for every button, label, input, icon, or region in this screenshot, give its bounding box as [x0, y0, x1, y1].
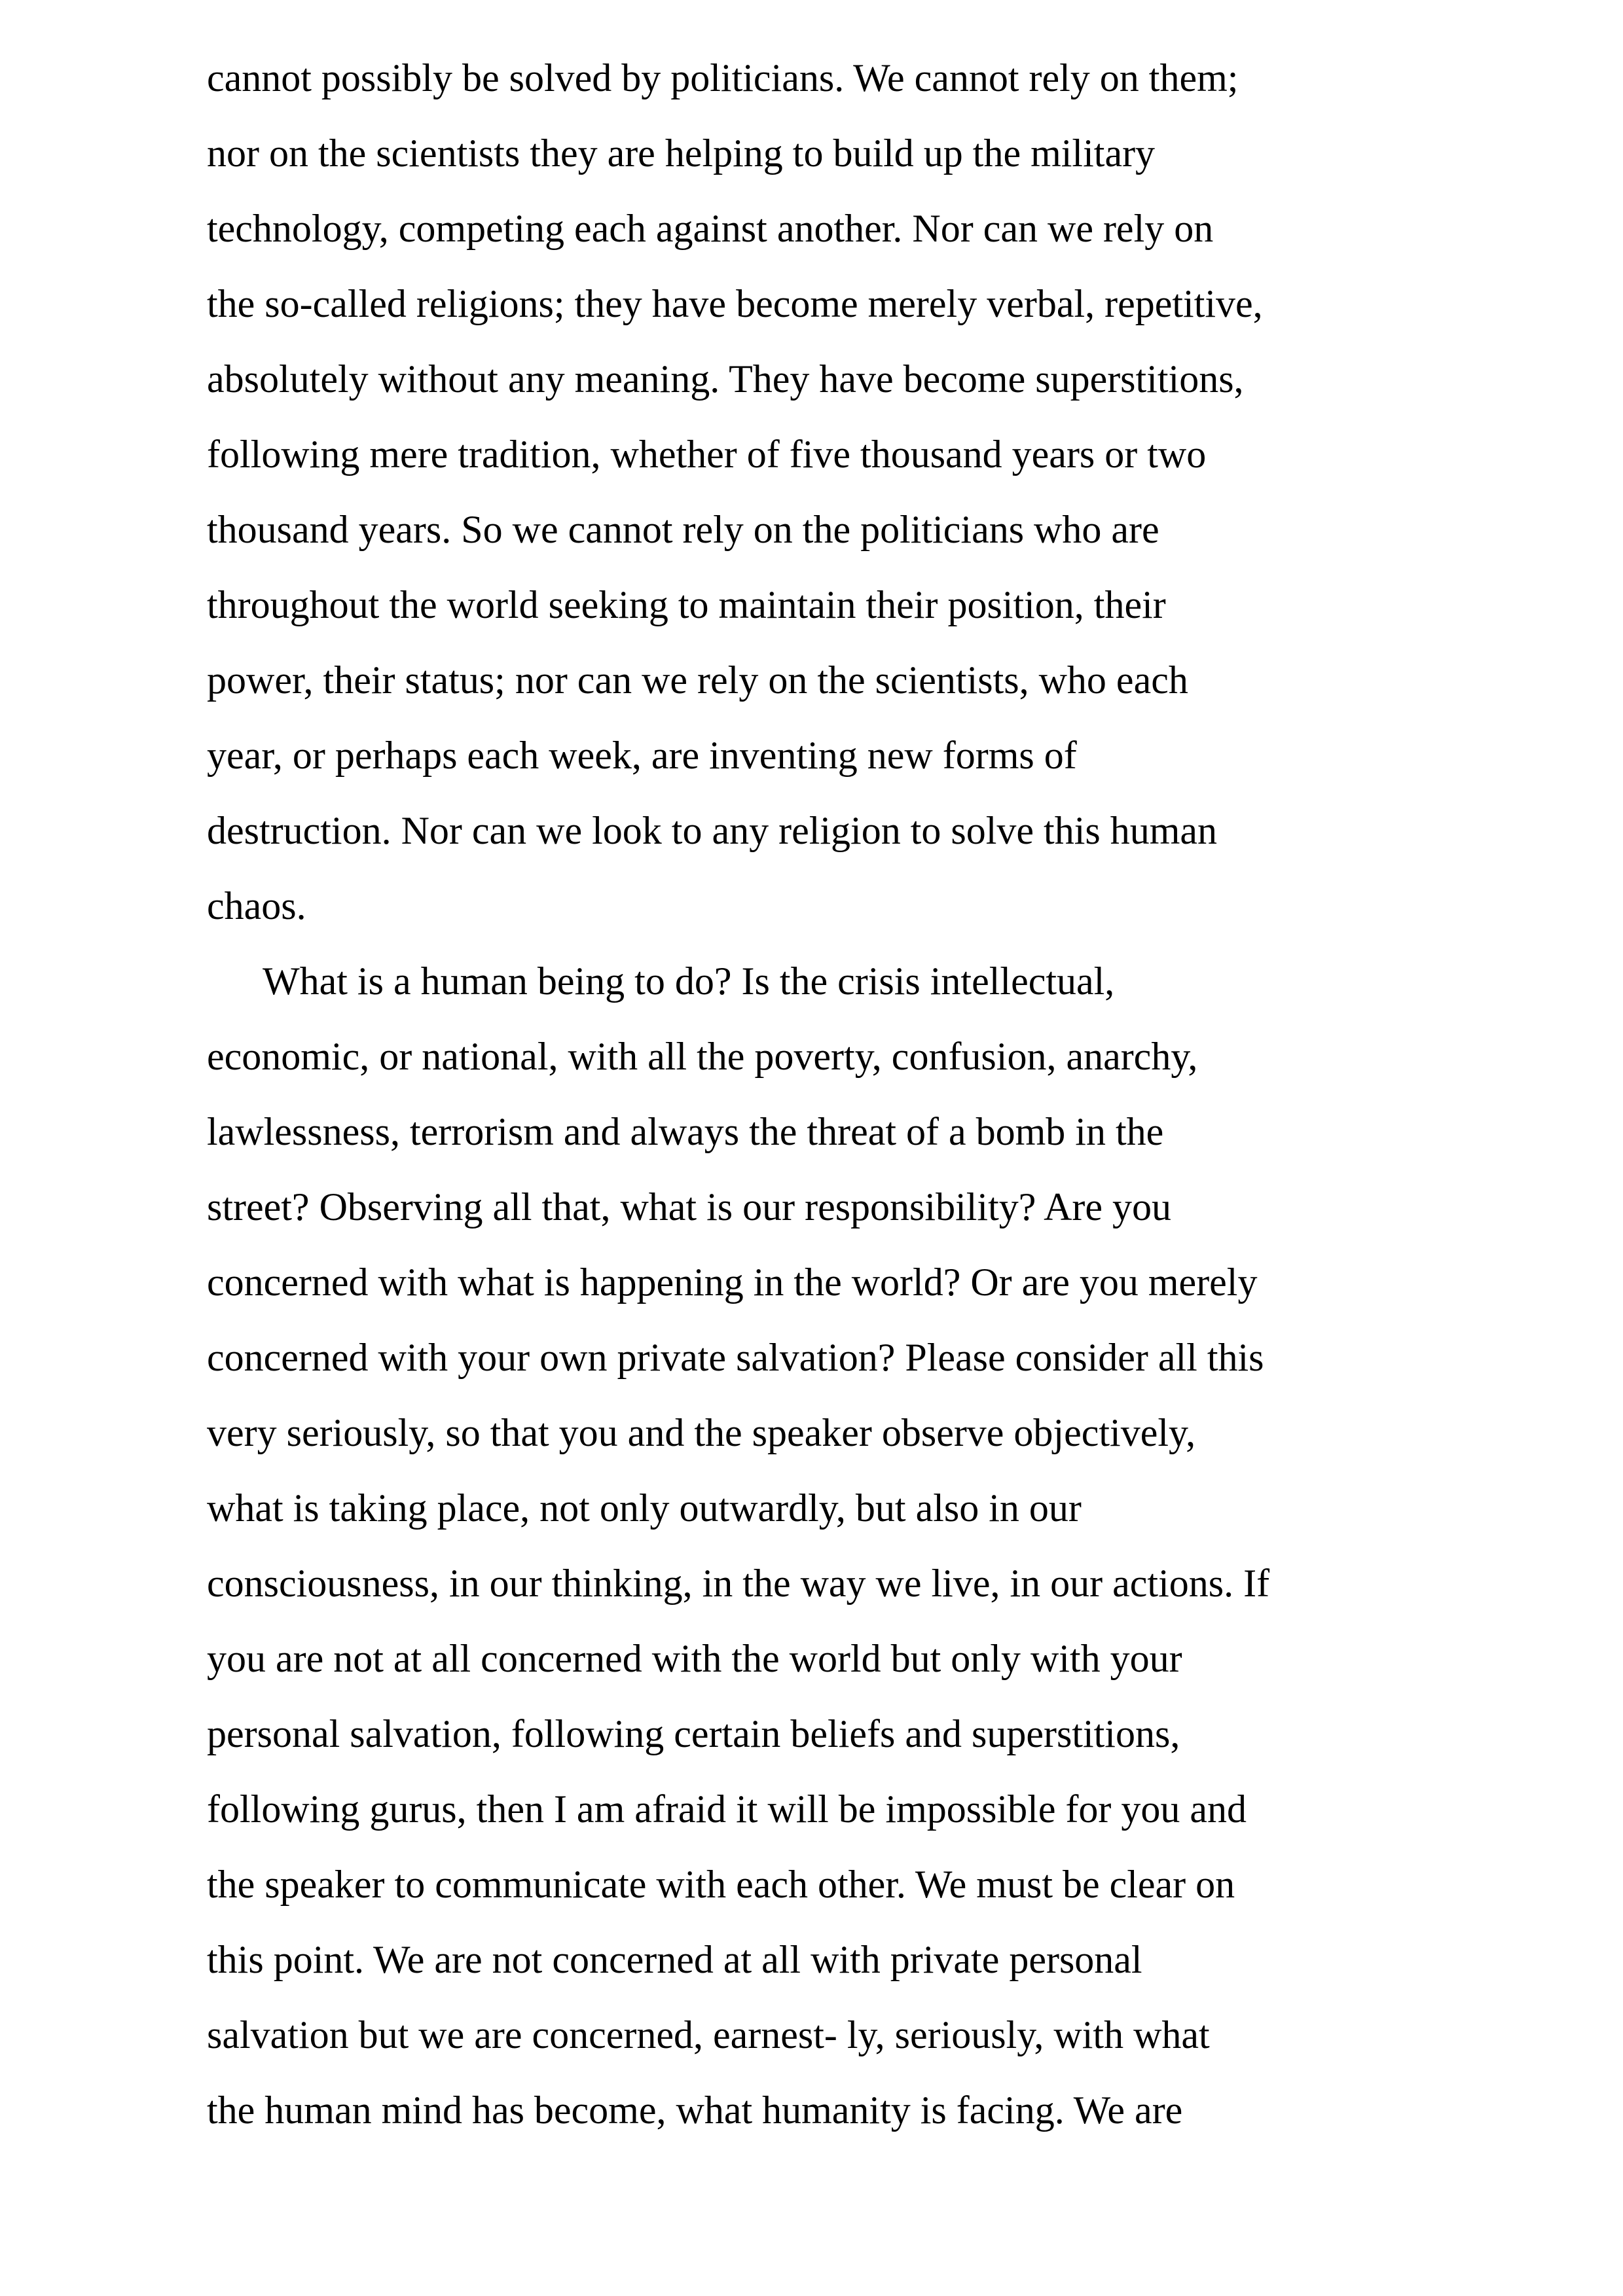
text-line: concerned with what is happening in the world? Or are you merely — [207, 1261, 1258, 1304]
text-line: lawlessness, terrorism and always the threat of a bomb in the — [207, 1110, 1164, 1153]
text-line: economic, or national, with all the poverty, confusion, anarchy, — [207, 1035, 1198, 1078]
text-line: chaos. — [207, 884, 306, 927]
paragraph-2 — [207, 944, 1490, 2148]
text-line: following gurus, then I am afraid it will be impossible for you and — [207, 1787, 1247, 1831]
text-line: nor on the scientists they are helping to build up the military — [207, 132, 1156, 175]
text-line: year, or perhaps each week, are inventing new forms of — [207, 734, 1077, 777]
text-line: this point. We are not concerned at all with private personal — [207, 1938, 1142, 1981]
text-line: destruction. Nor can we look to any religion to solve this human — [207, 809, 1218, 852]
text-line: the human mind has become, what humanity is facing. We are — [207, 2089, 1183, 2132]
text-line: the speaker to communicate with each other. We must be clear on — [207, 1863, 1235, 1906]
text-line: salvation but we are concerned, earnest- ly, seriously, with what — [207, 2013, 1210, 2056]
text-line: what is taking place, not only outwardly, but also in our — [207, 1486, 1082, 1530]
text-line: throughout the world seeking to maintain their position, their — [207, 583, 1166, 626]
text-line: thousand years. So we cannot rely on the politicians who are — [207, 508, 1159, 551]
text-line: personal salvation, following certain beliefs and superstitions, — [207, 1712, 1180, 1755]
text-line: power, their status; nor can we rely on the scientists, who each — [207, 658, 1188, 702]
paragraph-1 — [207, 41, 1490, 944]
text-line: absolutely without any meaning. They have become superstitions, — [207, 357, 1244, 401]
text-line: you are not at all concerned with the world but only with your — [207, 1637, 1182, 1680]
text-line-indented: What is a human being to do? Is the crisis intellectual, — [263, 960, 1115, 1003]
text-line: consciousness, in our thinking, in the way we live, in our actions. If — [207, 1562, 1270, 1605]
text-line: very seriously, so that you and the speaker observe objectively, — [207, 1411, 1196, 1454]
text-line: concerned with your own private salvation? Please consider all this — [207, 1336, 1264, 1379]
text-line: street? Observing all that, what is our responsibility? Are you — [207, 1185, 1172, 1229]
text-line: cannot possibly be solved by politicians. We cannot rely on them; — [207, 56, 1239, 99]
body-text — [207, 41, 1490, 2148]
text-line: following mere tradition, whether of five thousand years or two — [207, 433, 1207, 476]
text-line: the so-called religions; they have become merely verbal, repetitive, — [207, 282, 1263, 325]
text-line: technology, competing each against another. Nor can we rely on — [207, 207, 1214, 250]
